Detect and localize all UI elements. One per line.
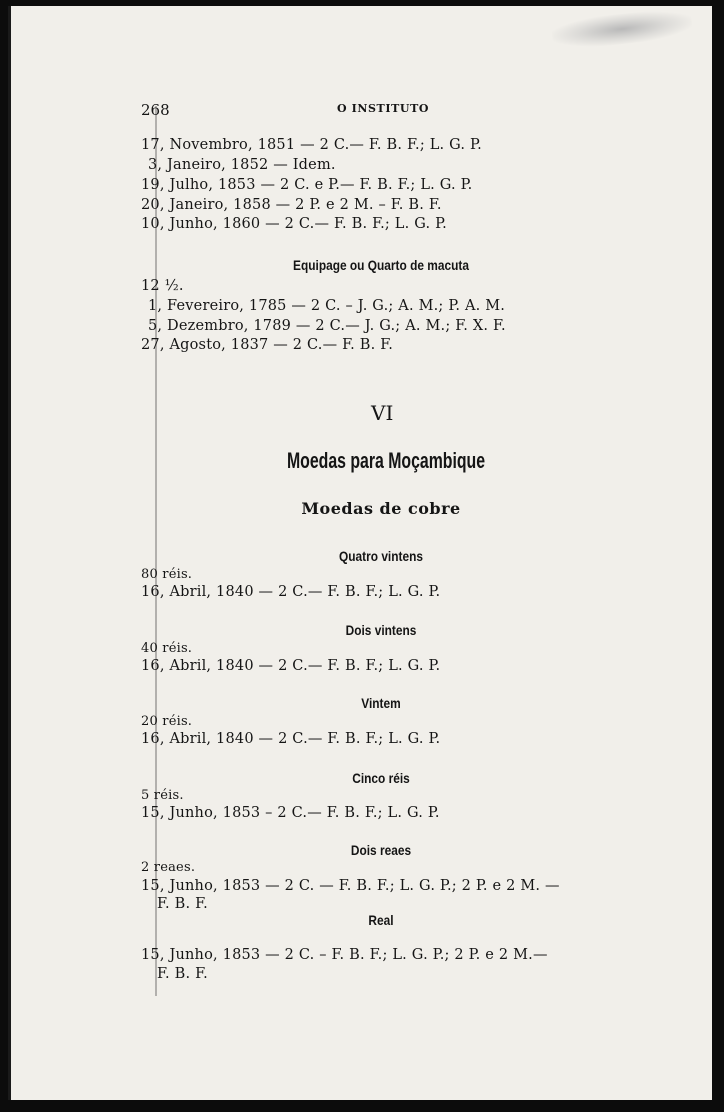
list-item: 20, Janeiro, 1858 — 2 P. e 2 M. – F. B. F. (141, 197, 442, 213)
list-item: 10, Junho, 1860 — 2 C.— F. B. F.; L. G. P. (141, 216, 447, 232)
section-title: Moedas para Moçambique (286, 448, 486, 473)
list-item: 19, Julho, 1853 — 2 C. e P.— F. B. F.; L. G. P. (141, 177, 473, 193)
coin-heading: Dois vintens (345, 622, 417, 638)
equipage-value: 12 ½. (141, 278, 184, 294)
coin-heading: Real (368, 912, 394, 928)
coin-heading: Vintem (361, 695, 401, 711)
list-item: 15, Junho, 1853 – 2 C.— F. B. F.; L. G. P. (141, 805, 440, 821)
page-number: 268 (141, 101, 170, 119)
coin-heading: Dois reaes (350, 842, 412, 858)
list-item: 17, Novembro, 1851 — 2 C.— F. B. F.; L. G. P. (141, 137, 482, 153)
coin-heading: Cinco réis (352, 770, 410, 786)
list-item: 16, Abril, 1840 — 2 C.— F. B. F.; L. G. P. (141, 584, 441, 600)
list-item: 16, Abril, 1840 — 2 C.— F. B. F.; L. G. P. (141, 658, 441, 674)
coin-value: 20 réis. (141, 714, 193, 729)
book-page (8, 6, 712, 1100)
list-item: 15, Junho, 1853 — 2 C. – F. B. F.; L. G. P.; 2 P. e 2 M.— (141, 947, 548, 963)
list-item: 1, Fevereiro, 1785 — 2 C. – J. G.; A. M.; P. A. M. (148, 298, 506, 314)
list-item: 16, Abril, 1840 — 2 C.— F. B. F.; L. G. P. (141, 731, 441, 747)
equipage-heading: Equipage ou Quarto de macuta (293, 257, 469, 273)
coin-value: 5 réis. (141, 788, 184, 803)
coin-heading: Quatro vintens (339, 548, 423, 564)
list-item: 15, Junho, 1853 — 2 C. — F. B. F.; L. G. P.; 2 P. e 2 M. — (141, 878, 560, 894)
coin-value: 80 réis. (141, 567, 193, 582)
list-item: 27, Agosto, 1837 — 2 C.— F. B. F. (141, 337, 394, 353)
page-smudge (551, 7, 693, 51)
list-item: F. B. F. (157, 896, 208, 912)
section-number: VI (371, 401, 394, 425)
list-item: F. B. F. (157, 966, 208, 982)
running-title: O INSTITUTO (337, 102, 430, 115)
list-item: 3, Janeiro, 1852 — Idem. (148, 157, 336, 173)
coin-value: 40 réis. (141, 641, 193, 656)
section-subtitle: Moedas de cobre (301, 499, 461, 518)
list-item: 5, Dezembro, 1789 — 2 C.— J. G.; A. M.; F. X. F. (148, 318, 506, 334)
coin-value: 2 reaes. (141, 860, 196, 875)
